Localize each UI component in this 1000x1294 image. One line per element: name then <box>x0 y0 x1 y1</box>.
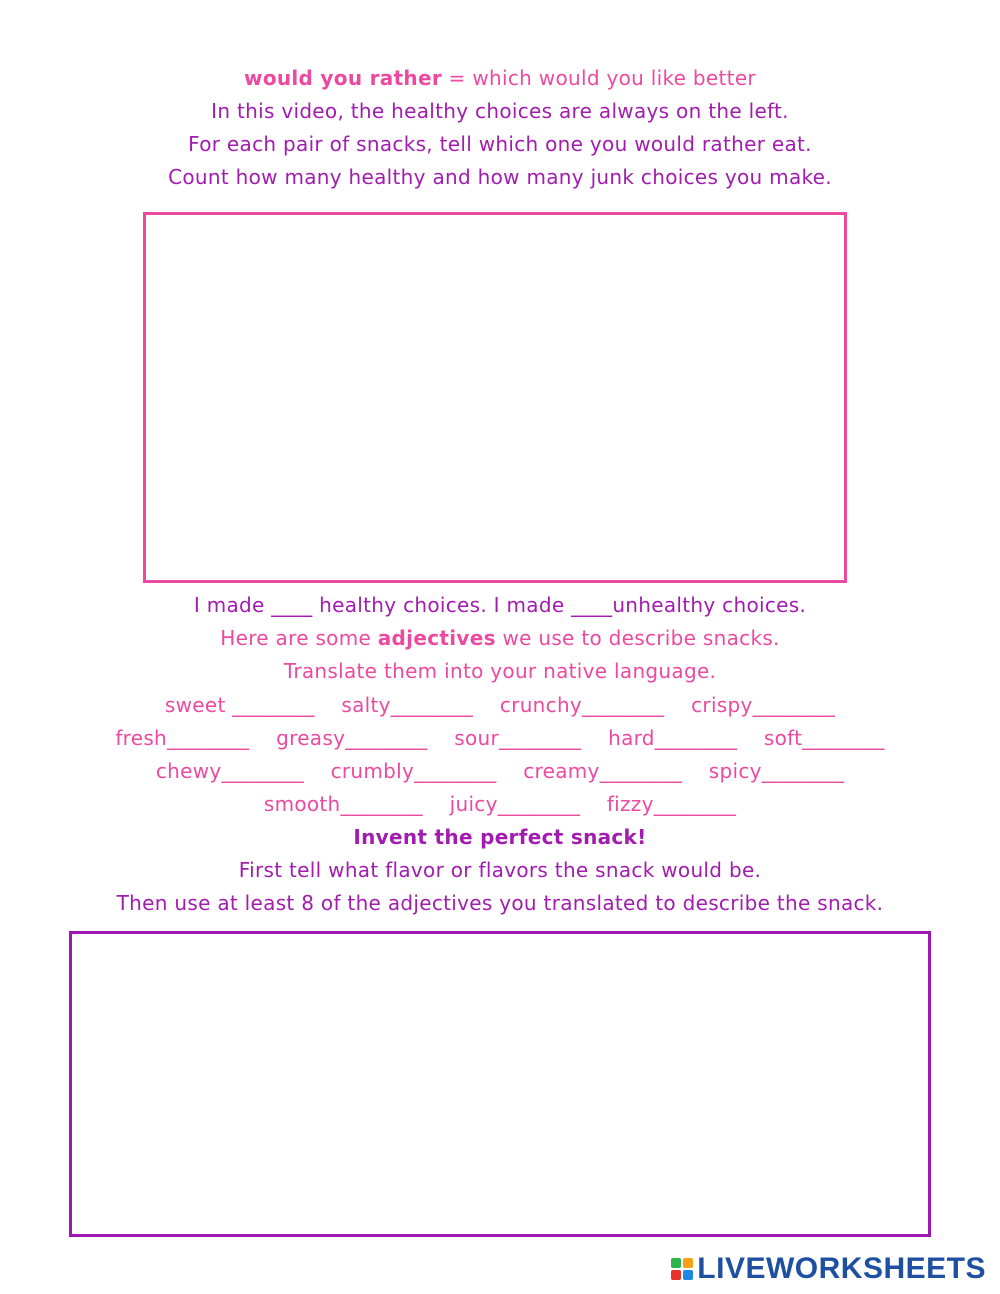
adjectives-intro-pre: Here are some <box>220 626 378 650</box>
adjective-row-2 <box>0 724 1000 752</box>
logo-blocks-icon <box>671 1258 693 1280</box>
would-you-rather-term: would you rather <box>244 66 443 90</box>
adjective-crispy[interactable]: crispy________ <box>691 693 836 717</box>
adjective-crumbly[interactable]: crumbly________ <box>330 759 497 783</box>
adjective-smooth[interactable]: smooth________ <box>263 792 423 816</box>
invent-instruction-1: First tell what flavor or flavors the snack would be. <box>238 858 762 882</box>
logo-block <box>671 1270 681 1280</box>
adjective-soft[interactable]: soft________ <box>763 726 885 750</box>
adjectives-intro-post: we use to describe snacks. <box>495 626 780 650</box>
adjective-row-1 <box>0 691 1000 719</box>
adjective-chewy[interactable]: chewy________ <box>155 759 304 783</box>
choices-count-line: I made ____ healthy choices. I made ____unhealthy choices. <box>193 593 807 617</box>
intro-line-4: Count how many healthy and how many junk choices you make. <box>168 165 832 189</box>
adjective-creamy[interactable]: creamy________ <box>523 759 683 783</box>
adjective-crunchy[interactable]: crunchy________ <box>499 693 665 717</box>
adjective-row-3 <box>0 757 1000 785</box>
logo-block <box>671 1258 681 1268</box>
logo-block <box>683 1270 693 1280</box>
adjective-juicy[interactable]: juicy________ <box>449 792 581 816</box>
adjective-fizzy[interactable]: fizzy________ <box>606 792 737 816</box>
adjective-sweet[interactable]: sweet ________ <box>164 693 315 717</box>
would-you-rather-definition: = which would you like better <box>442 66 756 90</box>
adjective-hard[interactable]: hard________ <box>608 726 738 750</box>
logo-text: LIVEWORKSHEETS <box>697 1252 986 1285</box>
liveworksheets-logo <box>671 1252 986 1286</box>
perfect-snack-answer-box[interactable] <box>69 931 931 1237</box>
intro-line-3: For each pair of snacks, tell which one you would rather eat. <box>188 132 812 156</box>
intro-line-2: In this video, the healthy choices are always on the left. <box>211 99 789 123</box>
adjective-row-4 <box>0 790 1000 818</box>
adjective-fresh[interactable]: fresh________ <box>115 726 250 750</box>
video-box[interactable] <box>143 212 847 583</box>
logo-block <box>683 1258 693 1268</box>
invent-title: Invent the perfect snack! <box>353 825 647 849</box>
adjectives-intro-line <box>0 624 1000 652</box>
adjective-sour[interactable]: sour________ <box>454 726 582 750</box>
adjectives-term: adjectives <box>377 626 496 650</box>
adjective-greasy[interactable]: greasy________ <box>276 726 428 750</box>
invent-instruction-2: Then use at least 8 of the adjectives you translated to describe the snack. <box>116 891 884 915</box>
translate-instruction: Translate them into your native language. <box>283 659 717 683</box>
adjective-spicy[interactable]: spicy________ <box>708 759 845 783</box>
intro-line-1 <box>0 64 1000 92</box>
adjective-salty[interactable]: salty________ <box>341 693 474 717</box>
